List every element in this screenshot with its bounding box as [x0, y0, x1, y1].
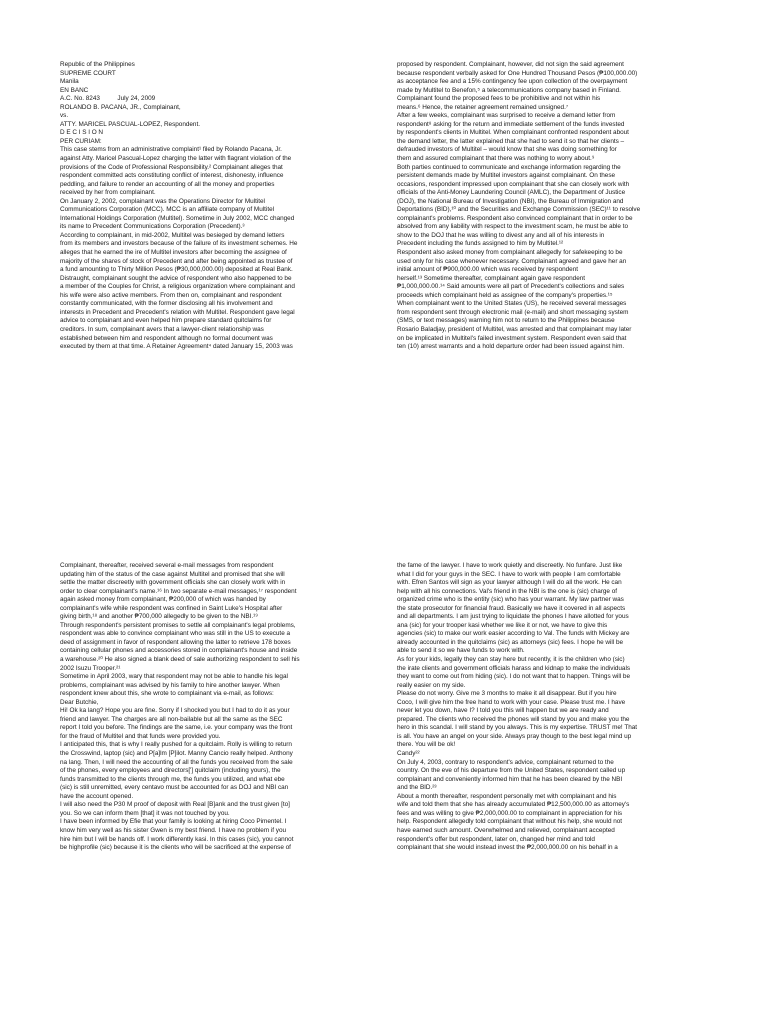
text-line: giving birth,¹⁸ and another ₱700,000 allegedly to be given to the NBI.¹⁹	[60, 613, 258, 621]
text-line: be highprofile (sic) because it is the clients who will be sacrificed at the expense of	[60, 844, 291, 852]
text-line: A.C. No. 8243 July 24, 2009	[60, 95, 156, 103]
text-line: wife and told them that she has already accumulated ₱12,500,000.00 as attorney's	[397, 801, 630, 809]
text-line: what I did for your guys in the SEC. I have to work with people I am comfortable	[397, 570, 621, 578]
text-line: International Holdings Corporation (Multitel). Sometime in July 2002, MCC changed	[60, 214, 295, 222]
text-line: by respondent's clients in Multitel. When complainant confronted respondent about	[397, 129, 629, 137]
text-line: established between him and respondent although no formal document was	[60, 334, 273, 342]
text-line: This case stems from an administrative complaint¹ filed by Rolando Pacana, Jr.	[60, 146, 282, 154]
text-line: deed of assignment in favor of respondent allowing the latter to retrieve 178 boxes	[60, 638, 291, 646]
text-line: for the fraud of Multitel and that funds were provided you.	[60, 732, 221, 740]
text-line: used only for his case whenever necessary. Complainant agreed and gave her an	[397, 257, 627, 265]
text-line: Through respondent's persistent promises to settle all complainant's legal problems,	[60, 621, 296, 629]
text-line: the Crosswind, laptop (sic) and P[a]lm [P]ilot. Manny Cancio really helped. Anthony	[60, 750, 293, 758]
text-line: Coco, I will give him the free hand to work with your case. Please trust me. I have	[397, 698, 626, 706]
text-line: Candy²²	[397, 750, 420, 758]
text-line: on be implicated in Multitel's failed investment system. Respondent even said that	[397, 334, 627, 342]
text-line: know him very well as his sister Gwen is my best friend. I have no problem if you	[60, 826, 287, 834]
text-line: herself.¹³ Sometime thereafter, complainant again gave respondent	[397, 274, 586, 282]
text-line: initial amount of ₱900,000.00 which was received by respondent	[397, 266, 579, 274]
text-line: again asked money from complainant, ₱200,000 of which was handed by	[60, 596, 266, 604]
text-line: creditors. In sum, complainant avers that a lawyer-client relationship was	[60, 325, 264, 333]
text-line: Complainant, thereafter, received several e-mail messages from respondent	[60, 562, 274, 569]
text-line: Sometime in April 2003, wary that respondent may not be able to handle his legal	[60, 673, 288, 681]
text-line: interests in Precedent and Precedent's relation with Multitel. Respondent gave legal	[60, 308, 295, 316]
text-line: complainant's problems. Respondent also convinced complainant that in order to be	[397, 214, 633, 222]
text-line: absolved from any liability with respect to the investment scam, he must be able to	[397, 223, 629, 231]
text-line: I will also need the P30 M proof of deposit with Real [B]ank and the trust given [to]	[60, 801, 290, 809]
text-line: complainant and conveniently informed him that he has been cleared by the NBI	[397, 775, 623, 783]
text-line: provisions of the Code of Professional Responsibility.² Complainant alleges that	[60, 163, 283, 171]
text-line: EN BANC	[60, 86, 89, 94]
text-line: agencies (sic) to make our work easier according to Val. The funds with Mickey are	[397, 630, 630, 638]
text-line: really easier on my side.	[397, 681, 466, 689]
text-line: Both parties continued to communicate and exchange information regarding the	[397, 163, 621, 171]
text-line: ROLANDO B. PACANA, JR., Complainant,	[60, 103, 181, 111]
text-line: they want to come out from hiding (sic). I do not want that to happen. Things will be	[397, 673, 630, 681]
text-line: its name to Precedent Communications Corporation (Precedent).³	[60, 223, 245, 231]
text-line: peddling, and failure to render an accounting of all the money and properties	[60, 180, 275, 188]
text-line: with. Efren Santos will sign as your lawyer although I will do all the work. He can	[397, 579, 622, 587]
text-line: Rosario Baladjay, president of Multitel, was arrested and that complainant may later	[397, 325, 632, 333]
text-line: complainant that she would instead invest the ₱2,000,000.00 on his behalf in a	[397, 844, 618, 852]
text-line: a warehouse.²⁰ He also signed a blank deed of sale authorizing respondent to sell his	[60, 656, 300, 664]
text-line: from respondent sent through electronic mail (e-mail) and short messaging system	[397, 308, 629, 316]
text-line: executed by them at that time. A Retainer Agreement⁴ dated January 15, 2003 was	[60, 343, 293, 351]
text-line: never let you down, have I? I told you this will happen but we are ready and	[397, 707, 609, 715]
text-line: updating him of the status of the case against Multitel and promised that she will	[60, 570, 285, 578]
text-line: hire him but I will be hands off. I work differently kasi. In this cases (sic), you cannot	[60, 835, 294, 843]
text-line: the demand letter, the latter explained that she had to send it so that her clients –	[397, 137, 625, 145]
text-line: On July 4, 2003, contrary to respondent's advice, complainant returned to the	[397, 758, 614, 766]
text-line: officials of the Anti-Money Laundering Council (AMLC), the Department of Justice	[397, 189, 626, 197]
text-line: respondent was able to convince complainant who was still in the US to execute a	[60, 630, 291, 638]
text-line: I anticipated this, that is why I really pushed for a quitclaim. Rolly is willing to return	[60, 741, 292, 749]
text-line: funds transmitted to the clients through me, the funds you utilized, and what ebe	[60, 775, 285, 783]
text-line: Precedent including the funds assigned to him by Multitel.¹²	[397, 240, 564, 248]
text-line: Deportations (BID),¹⁰ and the Securities and Exchange Commission (SEC)¹¹ to resolve	[397, 206, 641, 214]
text-line: a fund amounting to Thirty Million Pesos (₱30,000,000.00) deposited at Real Bank.	[60, 266, 293, 274]
text-line: On January 2, 2002, complainant was the Operations Director for Multitel	[60, 197, 265, 205]
text-line: means.⁶ Hence, the retainer agreement remained unsigned.⁷	[397, 103, 569, 111]
text-line: hero in this scandal. I will stand by you always. This is my expertise. TRUST me! That	[397, 724, 638, 732]
text-line: majority of the shares of stock of Precedent and after being appointed as trustee of	[60, 257, 293, 265]
text-line: a member of the Couples for Christ, a religious organization where complainant and	[60, 283, 295, 291]
text-line: After a few weeks, complainant was surprised to receive a demand letter from	[397, 112, 616, 120]
page-2-right-column	[397, 562, 727, 853]
text-line: alleges that he earned the ire of Multitel investors after becoming the assignee of	[60, 249, 287, 257]
text-line: constantly communicated, with the former disclosing all his involvement and	[60, 300, 273, 308]
text-line: against Atty. Maricel Pascual-Lopez charging the latter with flagrant violation of the	[60, 155, 292, 163]
text-line: respondent⁸ asking for the return and immediate settlement of the funds invested	[397, 120, 625, 128]
page-1-left-column	[60, 61, 380, 352]
text-line: help. Respondent allegedly told complainant that without his help, she would not	[397, 818, 623, 826]
text-line: Manila	[60, 78, 79, 86]
text-line: have the account opened.	[60, 792, 134, 800]
text-line: from its members and investors because of the failure of its investment schemes. He	[60, 240, 298, 248]
text-line: ten (10) arrest warrants and a hold departure order had been issued against him.	[397, 343, 625, 351]
text-line: able to send it so we have funds to work with.	[397, 647, 525, 655]
text-line: Republic of the Philippines	[60, 61, 135, 68]
text-line: friend and lawyer. The charges are all non-bailable but all the same as the SEC	[60, 715, 283, 723]
text-line: About a month thereafter, respondent personally met with complainant and his	[397, 792, 617, 800]
text-line: and the BID.²³	[397, 784, 437, 792]
text-line: containing cellular phones and accessories stored in complainant's house and inside	[60, 647, 298, 655]
text-line: problems, complainant was advised by his family to hire another lawyer. When	[60, 681, 280, 689]
text-line: (sic) is still unremitted, every centavo must be accounted for as DOJ and NBI can	[60, 784, 289, 792]
page-1-right-column	[397, 61, 727, 352]
text-line: Distraught, complainant sought the advice of respondent who also happened to be	[60, 274, 292, 282]
text-line: respondent knew about this, she wrote to complainant via e-mail, as follows:	[60, 690, 274, 698]
text-line: Hi! Ok ka lang? Hope you are fine. Sorry if I shocked you but I had to do it as your	[60, 707, 290, 715]
text-line: of the phones, every employees and directors['] quitclaim (including yours), the	[60, 767, 281, 775]
text-line: you. So we can inform them [that] it was not touched by you.	[60, 809, 230, 817]
text-line: fees and was willing to give ₱2,000,000.00 to complainant in appreciation for his	[397, 809, 623, 817]
text-line: D E C I S I O N	[60, 129, 104, 137]
text-line: the state prosecutor for financial fraud. Basically we have it covered in all aspects	[397, 604, 626, 612]
text-line: vs.	[60, 112, 69, 120]
text-line: Please do not worry. Give me 3 months to make it all disappear. But if you hire	[397, 690, 617, 698]
text-line: When complainant went to the United States (US), he received several messages	[397, 300, 627, 308]
text-line: settle the matter discreetly with government officials she can closely work with in	[60, 579, 286, 587]
text-line: na lang. Then, I will need the accounting of all the funds you received from the sale	[60, 758, 293, 766]
text-line: Respondent also asked money from complainant allegedly for safekeeping to be	[397, 249, 623, 257]
text-line: is all. You have an angel on your side. Always pray though to the best legal mind up	[397, 732, 632, 740]
text-line: help with all his connections. Val's friend in the NBI is the one is (sic) charge of	[397, 587, 618, 595]
text-line: ₱1,000,000.00.¹⁴ Said amounts were all part of Precedent's collections and sales	[397, 283, 625, 291]
text-line: According to complainant, in mid-2002, Multitel was besieged by demand letters	[60, 231, 285, 239]
text-line: prepared. The clients who received the phones will stand by you and make you the	[397, 715, 630, 723]
page-2-left-column	[60, 562, 380, 853]
text-line: there. You will be ok!	[397, 741, 456, 749]
text-line: order to clear complainant's name.¹⁶ In two separate e-mail messages,¹⁷ respondent	[60, 587, 297, 595]
text-line: already accounted in the quitclaims (sic) as attorneys (sic) fees. I hope he will be	[397, 638, 624, 646]
text-line: advice to complainant and even helped him prepare standard quitclaims for	[60, 317, 272, 325]
text-line: organized crime who is the entity (sic) who has your warrant. My law partner was	[397, 596, 624, 604]
text-line: (DOJ), the National Bureau of Investigation (NBI), the Bureau of Immigration and	[397, 197, 624, 205]
text-line: occasions, respondent impressed upon complainant that she can closely work with	[397, 180, 630, 188]
text-line: the fame of the lawyer. I have to work quietly and discreetly. No funfare. Just like	[397, 562, 623, 569]
text-line: I have been informed by Efie that your family is looking at hiring Coco Pimentel. I	[60, 818, 287, 826]
text-line: SUPREME COURT	[60, 69, 116, 77]
text-line: complainant's wife while respondent was confined in Saint Luke's Hospital after	[60, 604, 283, 612]
text-line: As for your kids, legally they can stay here but recently, it is the children who (sic)	[397, 656, 625, 664]
text-line: report I told you before. The findings are the same, i.e. your company was the front	[60, 724, 293, 732]
text-line: proposed by respondent. Complainant, however, did not sign the said agreement	[397, 61, 624, 68]
text-line: respondent committed acts constituting conflict of interest, dishonesty, influence	[60, 172, 284, 180]
text-line: ATTY. MARICEL PASCUAL-LOPEZ, Respondent.	[60, 120, 200, 128]
text-line: ana (sic) for your trooper kasi whether we like it or not, we have to give this	[397, 621, 608, 629]
text-line: his wife were also active members. From then on, complainant and respondent	[60, 291, 282, 299]
text-line: the irate clients and government officials harass and kidnap to make the individuals	[397, 664, 631, 672]
text-line: (SMS, or text messages) warning him not to return to the Philippines because	[397, 317, 615, 325]
text-line: because respondent verbally asked for One Hundred Thousand Pesos (₱100,000.00)	[397, 69, 638, 77]
text-line: show to the DOJ that he was willing to divest any and all of his interests in	[397, 231, 605, 239]
text-line: made by Multitel to Benefon,⁵ a telecommunications company based in Finland.	[397, 86, 621, 94]
text-line: respondent's offer but respondent, later on, changed her mind and told	[397, 835, 595, 843]
text-line: as acceptance fee and a 15% contingency fee upon collection of the overpayment	[397, 78, 628, 86]
text-line: Complainant found the proposed fees to be prohibitive and not within his	[397, 95, 601, 103]
text-line: them and assured complainant that there was nothing to worry about.⁹	[397, 155, 595, 163]
text-line: country. On the eve of his departure from the United States, respondent called up	[397, 767, 626, 775]
text-line: received by her from complainant.	[60, 189, 156, 197]
text-line: Dear Butchie,	[60, 698, 99, 706]
text-line: 2002 Isuzu Trooper.²¹	[60, 664, 121, 672]
text-line: have earned such amount. Overwhelmed and relieved, complainant accepted	[397, 826, 615, 834]
text-line: PER CURIAM:	[60, 137, 102, 145]
text-line: persistent demands made by Multitel investors against complainant. On these	[397, 172, 616, 180]
text-line: proceeds which complainant held as assignee of the company's properties.¹⁵	[397, 291, 613, 299]
text-line: and all departments. I am just trying to liquidate the phones I have allotted for yous	[397, 613, 629, 621]
text-line: Communications Corporation (MCC). MCC is an affiliate company of Multitel	[60, 206, 275, 214]
text-line: defrauded investors of Multitel – would know that she was doing something for	[397, 146, 617, 154]
